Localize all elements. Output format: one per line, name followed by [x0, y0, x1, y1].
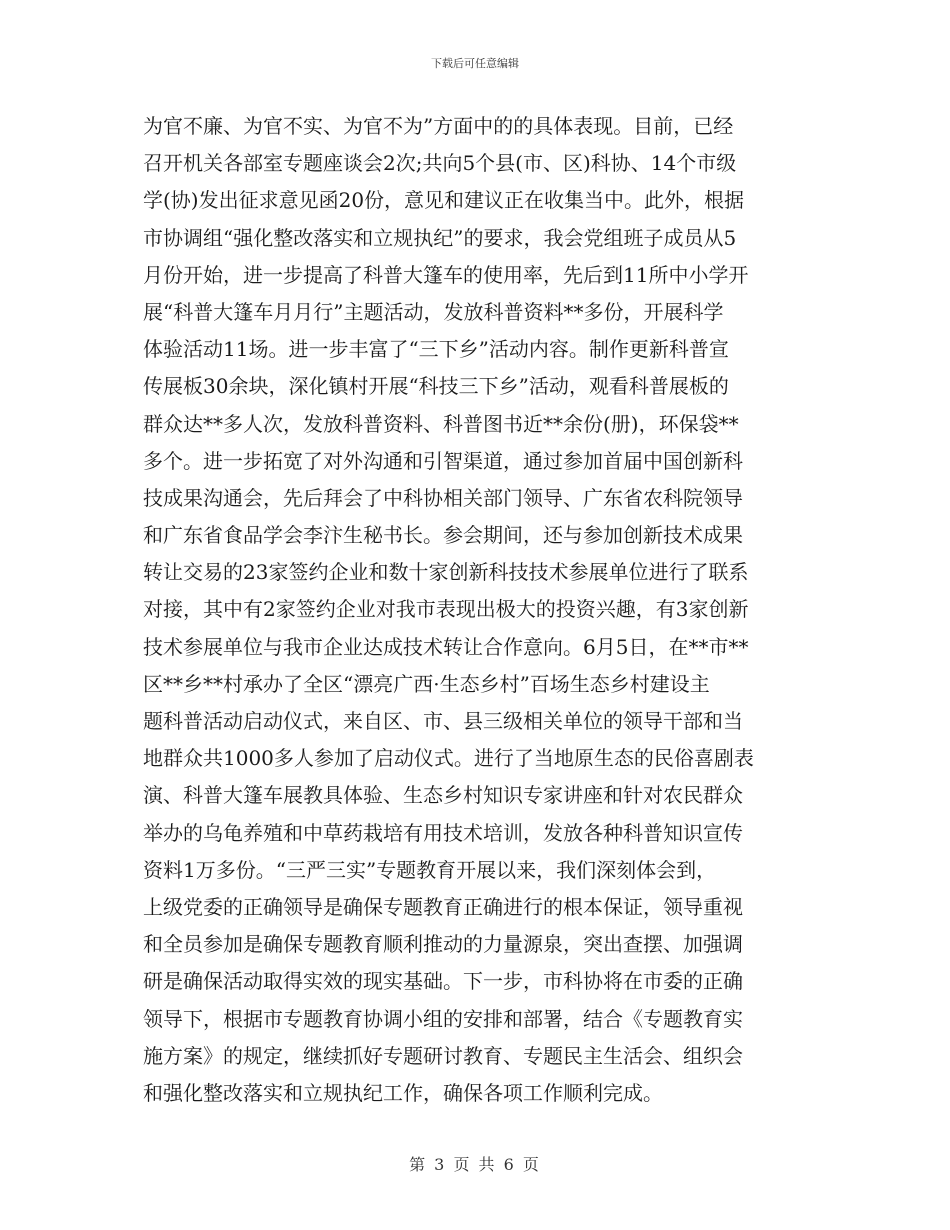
body-line: 举办的乌龟养殖和中草药栽培有用技术培训，发放各种科普知识宣传 — [143, 820, 743, 845]
body-line: 体验活动11场。进一步丰富了“三下乡”活动内容。制作更新科普宣 — [143, 337, 729, 362]
document-body — [143, 108, 818, 1112]
body-line: 上级党委的正确领导是确保专题教育正确进行的根本保证，领导重视 — [143, 894, 743, 919]
body-line: 施方案》的规定，继续抓好专题研讨教育、专题民主生活会、组织会 — [143, 1043, 743, 1068]
body-line: 转让交易的23家签约企业和数十家创新科技技术参展单位进行了联系 — [143, 560, 749, 585]
body-line: 演、科普大篷车展教具体验、生态乡村知识专家讲座和针对农民群众 — [143, 783, 743, 808]
body-line: 学(协)发出征求意见函20份，意见和建议正在收集当中。此外，根据 — [143, 188, 745, 213]
body-line: 和强化整改落实和立规执纪工作，确保各项工作顺利完成。 — [143, 1080, 663, 1105]
body-line: 群众达**多人次，发放科普资料、科普图书近**余份(册)，环保袋** — [143, 411, 739, 436]
body-line: 领导下，根据市专题教育协调小组的安排和部署，结合《专题教育实 — [143, 1006, 743, 1031]
body-line: 和全员参加是确保专题教育顺利推动的力量源泉，突出查摆、加强调 — [143, 932, 743, 957]
body-line: 传展板30余块，深化镇村开展“科技三下乡”活动，观看科普展板的 — [143, 374, 729, 399]
body-line: 技术参展单位与我市企业达成技术转让合作意向。6月5日，在**市** — [143, 634, 749, 659]
body-line: 市协调组“强化整改落实和立规执纪”的要求，我会党组班子成员从5 — [143, 225, 737, 250]
body-line: 题科普活动启动仪式，来自区、市、县三级相关单位的领导干部和当 — [143, 709, 743, 733]
body-line: 研是确保活动取得实效的现实基础。下一步，市科协将在市委的正确 — [143, 969, 743, 994]
page-number: 第 3 页 共 6 页 — [409, 1155, 541, 1174]
body-line: 召开机关各部室专题座谈会2次;共向5个县(市、区)科协、14个市级 — [143, 151, 737, 176]
body-line: 技成果沟通会，先后拜会了中科协相关部门领导、广东省农科院领导 — [143, 485, 743, 510]
body-line: 为官不廉、为官不实、为官不为”方面中的的具体表现。目前，已经 — [143, 114, 734, 138]
body-line: 和广东省食品学会李汴生秘书长。参会期间，还与参加创新技术成果 — [143, 523, 743, 548]
body-line: 多个。进一步拓宽了对外沟通和引智渠道，通过参加首届中国创新科 — [143, 448, 743, 473]
page-header-note: 下载后可任意编辑 — [431, 57, 519, 70]
body-line: 区**乡**村承办了全区“漂亮广西·生态乡村”百场生态乡村建设主 — [143, 671, 710, 696]
body-line: 地群众共1000多人参加了启动仪式。进行了当地原生态的民俗喜剧表 — [143, 746, 754, 771]
body-line: 对接，其中有2家签约企业对我市表现出极大的投资兴趣，有3家创新 — [143, 597, 749, 622]
body-line: 月份开始，进一步提高了科普大篷车的使用率，先后到11所中小学开 — [143, 262, 749, 287]
body-line: 资料1万多份。“三严三实”专题教育开展以来，我们深刻体会到， — [143, 857, 717, 882]
body-line: 展“科普大篷车月月行”主题活动，发放科普资料**多份，开展科学 — [143, 299, 724, 324]
